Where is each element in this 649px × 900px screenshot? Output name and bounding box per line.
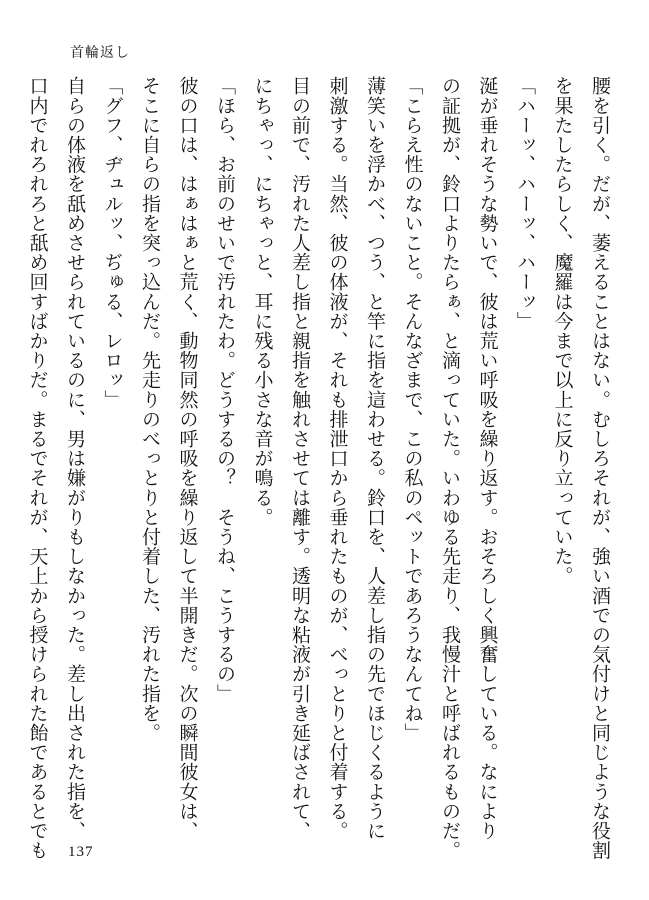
text-line: 「こらえ性のないこと。そんなざまで、この私のペットであろうなんてね」 — [401, 76, 424, 743]
text-line: 腰を引く。だが、萎えることはない。むしろそれが、強い酒での気付けと同じような役割 — [589, 76, 611, 860]
text-line: 目の前で、汚れた人差し指と親指を触れさせては離す。透明な粘液が引き延ばされて、 — [289, 76, 311, 841]
text-line: 彼の口は、はぁはぁと荒く、動物同然の呼吸を繰り返して半開きだ。次の瞬間彼女は、 — [176, 76, 199, 841]
text-line: そこに自らの指を突っ込んだ。先走りのべっとりと付着した、汚れた指を。 — [139, 76, 161, 743]
text-line: 口内でれろれろと舐め回すばかりだ。まるでそれが、天上から授けられた飴であるとでも — [26, 76, 49, 860]
page-number: 137 — [68, 844, 94, 860]
running-title: 首輪返し — [70, 45, 130, 61]
text-line: 「グフ、ヂュルッ、ぢゅる、レロッ」 — [101, 76, 124, 410]
text-line: 薄笑いを浮かべ、つう、と竿に指を這わせる。鈴口を、人差し指の先でほじくるように — [364, 76, 386, 841]
text-line: の証拠が、鈴口よりたらぁ、と滴っていた。いわゆる先走り、我慢汁と呼ばれるものだ。 — [439, 76, 461, 860]
text-line: 「ハーッ、ハーッ、ハーッ」 — [514, 76, 536, 331]
text-line: 自らの体液を舐めさせられているのに、男は嫌がりもしなかった。差し出された指を、 — [64, 76, 86, 841]
text-line: 涎が垂れそうな勢いで、彼は荒い呼吸を繰り返す。おそろしく興奮している。なにより — [476, 76, 499, 841]
text-line: にちゃっ、にちゃっと、耳に残る小さな音が鳴る。 — [251, 76, 274, 527]
text-line: 「ほら、お前のせいで汚れたわ。どうするの？ そうね、こうするの」 — [214, 76, 236, 704]
text-line: を果たしたらしく、魔羅は今まで以上に反り立っていた。 — [551, 76, 574, 586]
text-line: 刺激する。当然、彼の体液が、それも排泄口から垂れたものが、べっとりと付着する。 — [326, 76, 349, 841]
